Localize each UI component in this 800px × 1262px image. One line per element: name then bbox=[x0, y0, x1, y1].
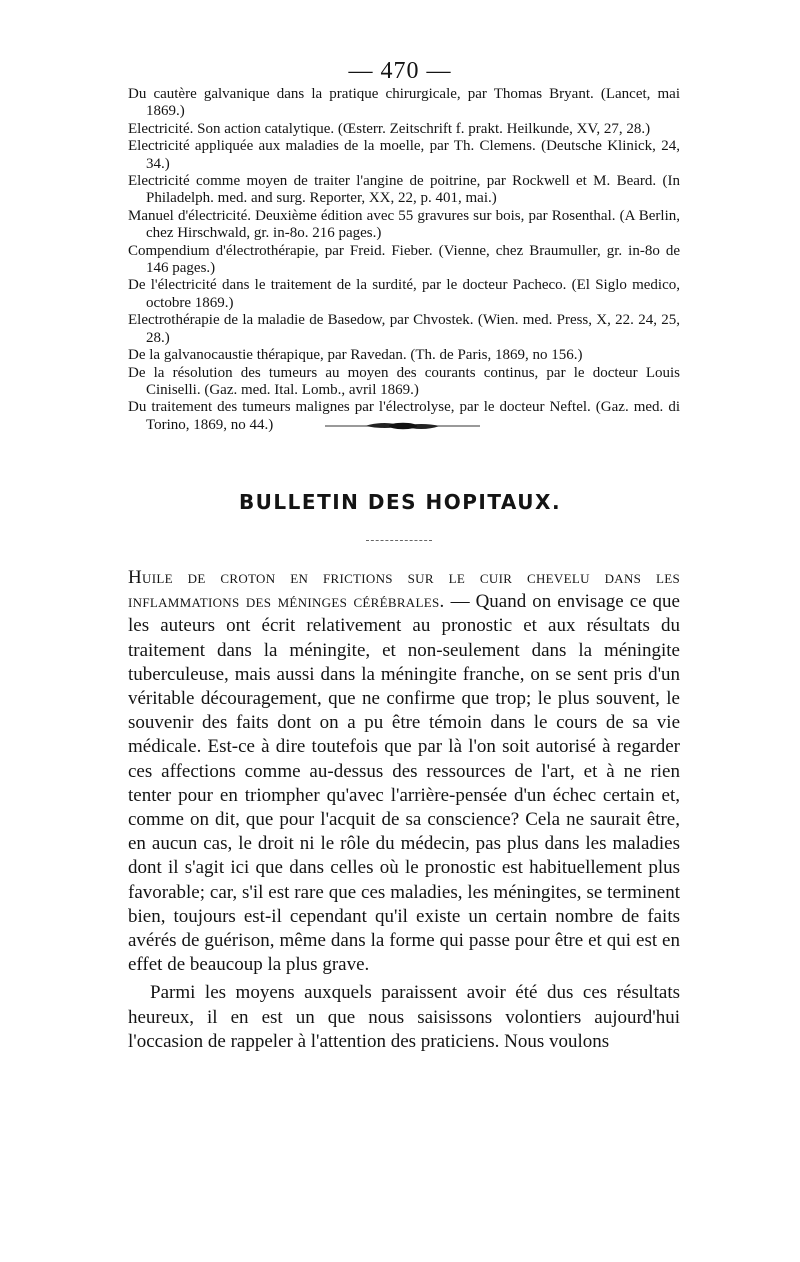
bibliography-entry: De la galvanocaustie thérapique, par Ravedan. (Th. de Paris, 1869, no 156.) bbox=[128, 347, 583, 364]
bibliography-entry: Compendium d'électrothérapie, par Freid. Fieber. (Vienne, chez Braumuller, gr. in-8o de 146 pages.) bbox=[128, 242, 680, 277]
heading-rule bbox=[366, 540, 432, 541]
bibliography-entry: Electricité. Son action catalytique. (Œsterr. Zeitschrift f. prakt. Heilkunde, XV, 27, 28.) bbox=[128, 120, 651, 137]
article-body bbox=[128, 566, 680, 1054]
section-ornament bbox=[325, 418, 480, 434]
article-title: Huile de croton en frictions sur le cuir chevelu dans les inflammations des méninges cérébrales. bbox=[128, 567, 680, 613]
section-heading: BULLETIN DES HOPITAUX. bbox=[238, 490, 562, 514]
paragraph-text: — Quand on envisage ce que les auteurs ont écrit relativement au pronostic et aux résultats du traitement dans la méningite, et non-seulement dans la méningite tuberculeuse, mais aussi dans la méningite franche, on se sent pris d'un véritable découragement, que ne confirme que trop; le plus souvent, le souvenir des faits dont on a pu être témoin dans le cours de sa vie médicale. Est-ce à dire toutefois que par là l'on soit autorisé à regarder ces affections comme au-dessus des ressources de l'art, et à ne rien tenter pour en triompher qu'avec l'arrière-pensée d'un échec certain et, comme on dit, que pour l'acquit de sa conscience? Cela ne saurait être, en aucun cas, le droit ni le rôle du médecin, pas plus dans les maladies dont il s'agit ici que dans celles où le pronostic est habituellement plus favorable; car, s'il est rare que ces maladies, les méningites, se terminent bien, toujours est-il cependant qu'il existe un certain nombre de faits avérés de guérison, même dans la forme qui passe pour être et qui est en effet de beaucoup la plus grave. bbox=[128, 591, 680, 976]
bibliography-entry: Electricité comme moyen de traiter l'angine de poitrine, par Rockwell et M. Beard. (In Philadelph. med. and surg. Reporter, XX, 22, p. 401, mai.) bbox=[128, 173, 680, 207]
bibliography-entry: Du traitement des tumeurs malignes par l'électrolyse, par le docteur Neftel. (Gaz. med. di Torino, 1869, no 44.) bbox=[128, 399, 680, 433]
bibliography-entry: Du cautère galvanique dans la pratique chirurgicale, par Thomas Bryant. (Lancet, mai 1869.) bbox=[128, 86, 680, 120]
bibliography-entry: Manuel d'électricité. Deuxième édition avec 55 gravures sur bois, par Rosenthal. (A Berlin, chez Hirschwald, gr. in-8o. 216 pages.) bbox=[128, 207, 680, 242]
bibliography-entry: De la résolution des tumeurs au moyen des courants continus, par le docteur Louis Ciniselli. (Gaz. med. Ital. Lomb., avril 1869.) bbox=[128, 364, 680, 398]
bibliography-entry: Electrothérapie de la maladie de Basedow, par Chvostek. (Wien. med. Press, X, 22. 24, 25, 28.) bbox=[128, 312, 680, 346]
bibliography-entry: Electricité appliquée aux maladies de la moelle, par Th. Clemens. (Deutsche Klinick, 24, 34.) bbox=[128, 138, 680, 172]
bibliography-list bbox=[128, 86, 680, 434]
article-paragraph bbox=[128, 566, 680, 977]
article-paragraph: Parmi les moyens auxquels paraissent avoir été dus ces résultats heureux, il en est un que nous saisissons volontiers aujourd'hui l'occasion de rappeler à l'attention des praticiens. Nous voulons bbox=[128, 982, 680, 1052]
page-number: — 470 — bbox=[348, 58, 452, 84]
bibliography-entry: De l'électricité dans le traitement de la surdité, par le docteur Pacheco. (El Siglo medico, octobre 1869.) bbox=[128, 277, 680, 311]
